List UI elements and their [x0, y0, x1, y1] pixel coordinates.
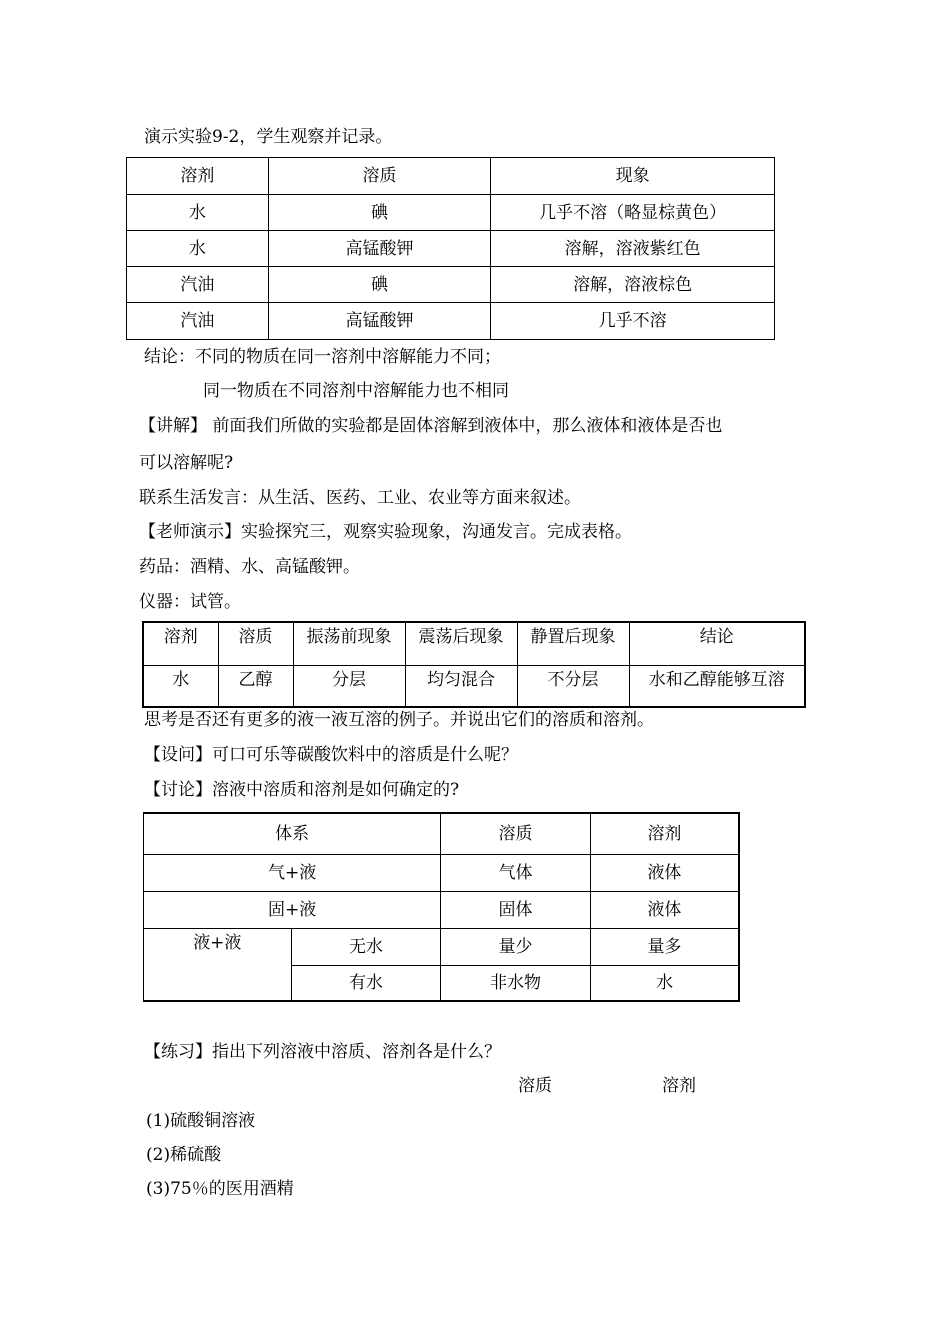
table-cell: 汽油: [127, 303, 269, 340]
header-cell: 溶质: [218, 622, 293, 665]
conclusion-line-1: 结论：不同的物质在同一溶剂中溶解能力不同；: [144, 347, 501, 367]
table-cell: 气体: [441, 854, 591, 891]
teacher-demo-text: 【老师演示】实验探究三，观察实验现象，沟通发言。完成表格。: [139, 522, 632, 542]
table-cell: 非水物: [441, 965, 591, 1001]
intro-text: 演示实验9-2，学生观察并记录。: [144, 127, 393, 147]
discussion-text: 【讨论】溶液中溶质和溶剂是如何确定的?: [144, 780, 460, 800]
table-cell: 分层: [293, 665, 405, 707]
table-row: [144, 928, 740, 965]
table-header-row: [143, 622, 805, 665]
table-cell: 水: [143, 665, 218, 707]
table-cell: 碘: [268, 195, 491, 231]
practice-item: (2)稀硫酸: [146, 1145, 222, 1165]
table-row: [127, 303, 775, 340]
table-header-row: [144, 813, 740, 854]
table-row: [143, 665, 805, 707]
table-cell: 固+液: [144, 891, 441, 928]
table-cell: 不分层: [517, 665, 629, 707]
table-header-row: [127, 158, 775, 195]
table-cell: 汽油: [127, 267, 269, 303]
think-text: 思考是否还有更多的液一液互溶的例子。并说出它们的溶质和溶剂。: [144, 710, 654, 730]
table-cell: 高锰酸钾: [268, 303, 491, 340]
table-cell: 均匀混合: [405, 665, 517, 707]
table-cell: 溶解，溶液紫红色: [491, 231, 775, 267]
header-cell: 现象: [491, 158, 775, 195]
table-cell: 乙醇: [218, 665, 293, 707]
table-cell: 液体: [590, 891, 739, 928]
solvent-column-label: 溶剂: [662, 1076, 696, 1096]
practice-item: (3)75％的医用酒精: [146, 1179, 294, 1199]
table-cell: 有水: [291, 965, 441, 1001]
solute-solvent-table: [143, 812, 740, 1002]
table-cell: 量多: [590, 928, 739, 965]
solute-column-label: 溶质: [518, 1076, 552, 1096]
table-cell: 无水: [291, 928, 441, 965]
table-cell: 水: [127, 195, 269, 231]
header-cell: 震荡后现象: [405, 622, 517, 665]
practice-text: 【练习】指出下列溶液中溶质、溶剂各是什么？: [144, 1042, 501, 1062]
table-cell: 液+液: [144, 928, 292, 1001]
instruments-text: 仪器：试管。: [139, 592, 241, 612]
header-cell: 溶质: [441, 813, 591, 854]
table-row: [127, 267, 775, 303]
table-cell: 液体: [590, 854, 739, 891]
header-cell: 体系: [144, 813, 441, 854]
experiment-table: [142, 621, 806, 708]
table-cell: 水: [127, 231, 269, 267]
conclusion-line-2: 同一物质在不同溶剂中溶解能力也不相同: [203, 381, 509, 401]
table-cell: 几乎不溶（略显棕黄色）: [491, 195, 775, 231]
question-text: 【设问】可口可乐等碳酸饮料中的溶质是什么呢？: [144, 745, 518, 765]
lecture-line-1: 【讲解】 前面我们所做的实验都是固体溶解到液体中，那么液体和液体是否也: [139, 416, 723, 436]
table-cell: 固体: [441, 891, 591, 928]
table-cell: 气+液: [144, 854, 441, 891]
table-cell: 高锰酸钾: [268, 231, 491, 267]
header-cell: 振荡前现象: [293, 622, 405, 665]
table-cell: 碘: [268, 267, 491, 303]
table-row: [144, 854, 740, 891]
table-cell: 量少: [441, 928, 591, 965]
header-cell: 静置后现象: [517, 622, 629, 665]
table-cell: 溶解，溶液棕色: [491, 267, 775, 303]
header-cell: 溶剂: [590, 813, 739, 854]
header-cell: 溶剂: [143, 622, 218, 665]
table-row: [127, 231, 775, 267]
table-row: [144, 891, 740, 928]
table-row: [127, 195, 775, 231]
header-cell: 溶质: [268, 158, 491, 195]
life-link-text: 联系生活发言：从生活、医药、工业、农业等方面来叙述。: [139, 488, 581, 508]
solubility-table: [126, 157, 775, 340]
lecture-line-2: 可以溶解呢?: [139, 453, 234, 473]
practice-item: (1)硫酸铜溶液: [146, 1111, 256, 1131]
header-cell: 结论: [629, 622, 805, 665]
table-cell: 水: [590, 965, 739, 1001]
table-cell: 几乎不溶: [491, 303, 775, 340]
table-cell: 水和乙醇能够互溶: [629, 665, 805, 707]
drugs-text: 药品：酒精、水、高锰酸钾。: [139, 557, 360, 577]
header-cell: 溶剂: [127, 158, 269, 195]
